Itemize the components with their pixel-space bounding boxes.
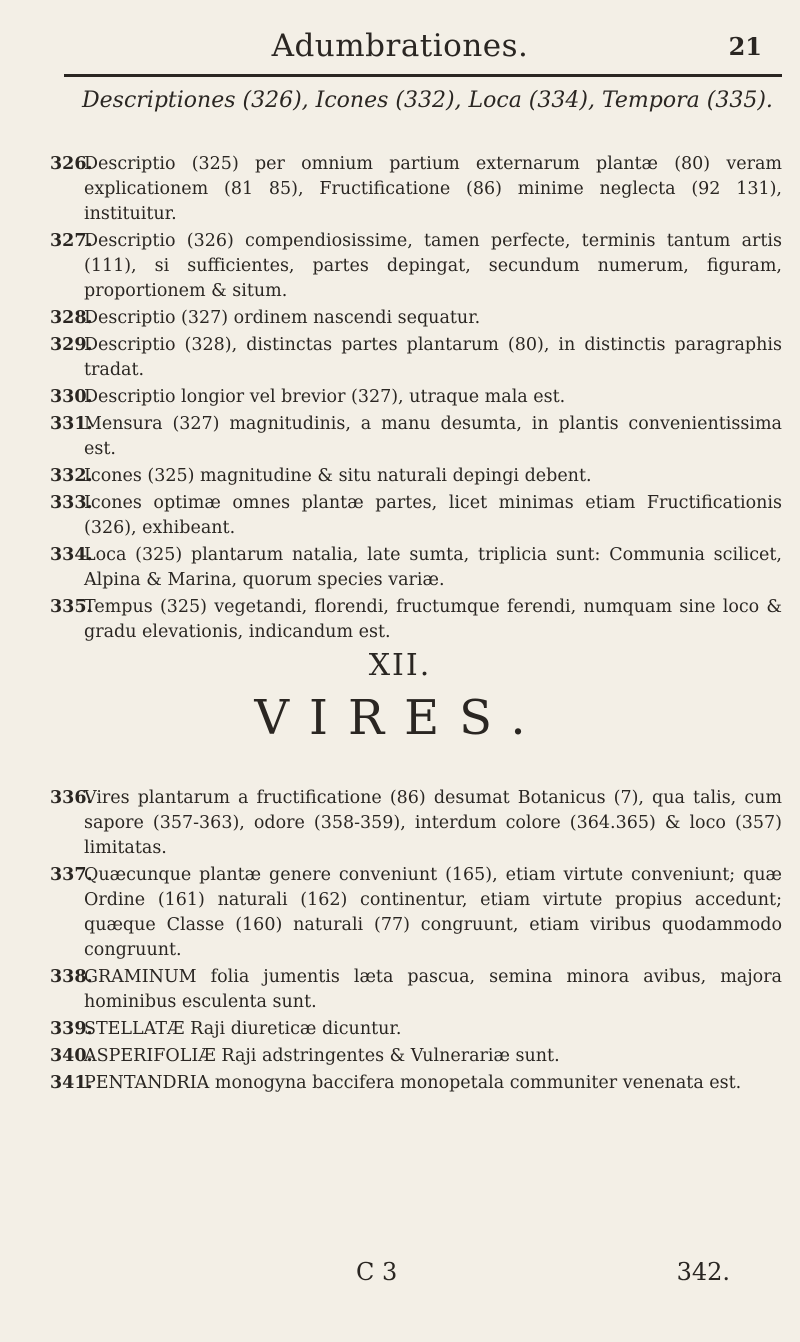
paragraph-number: 328. — [50, 308, 93, 328]
paragraph-list-descriptio — [50, 152, 782, 647]
paragraph-326 — [50, 152, 782, 227]
paragraph-number: 331. — [50, 414, 93, 434]
paragraph-text: Descriptio longior vel brevior (327), utraque mala est. — [84, 387, 566, 407]
catchword: 342. — [676, 1258, 730, 1286]
section-summary: Descriptiones (326), Icones (332), Loca (334), Tempora (335). — [82, 88, 773, 113]
paragraph-text: Descriptio (328), distinctas partes plantarum (80), in distinctis paragraphis tradat. — [84, 335, 782, 380]
paragraph-327 — [50, 229, 782, 304]
signature-mark: C 3 — [356, 1258, 398, 1286]
paragraph-337 — [50, 863, 782, 963]
paragraph-335 — [50, 595, 782, 645]
paragraph-number: 334. — [50, 545, 93, 565]
paragraph-number: 337. — [50, 865, 93, 885]
paragraph-number: 341. — [50, 1073, 93, 1093]
paragraph-text: Quæcunque plantæ genere conveniunt (165), etiam virtute conveniunt; quæ Ordine (161) naturali (162) continentur, etiam virtute propius accedunt; quæque Classe (160) naturali (77) congruunt, etiam viribus quodammodo congruunt. — [84, 865, 782, 960]
paragraph-text: Descriptio (325) per omnium partium externarum plantæ (80) veram explicationem (81 85), Fructificatione (86) minime neglecta (92 131), instituitur. — [84, 154, 782, 224]
paragraph-329 — [50, 333, 782, 383]
paragraph-333 — [50, 491, 782, 541]
paragraph-330 — [50, 385, 782, 410]
paragraph-number: 333. — [50, 493, 93, 513]
paragraph-338 — [50, 965, 782, 1015]
paragraph-text: Loca (325) plantarum natalia, late sumta, triplicia sunt: Communia scilicet, Alpina & Marina, quorum species variæ. — [84, 545, 782, 590]
paragraph-text: Descriptio (326) compendiosissime, tamen perfecte, terminis tantum artis (111), si sufficientes, partes depingat, secundum numerum, figuram, proportionem & situm. — [84, 231, 782, 301]
paragraph-number: 336. — [50, 788, 93, 808]
paragraph-number: 335. — [50, 597, 93, 617]
paragraph-328 — [50, 306, 782, 331]
running-head: Adumbrationes. — [271, 28, 529, 64]
paragraph-331 — [50, 412, 782, 462]
paragraph-number: 326. — [50, 154, 93, 174]
paragraph-text: Icones optimæ omnes plantæ partes, licet minimas etiam Fructificationis (326), exhibeant. — [84, 493, 782, 538]
section-number: XII. — [368, 648, 432, 683]
header-rule — [64, 74, 782, 77]
paragraph-text: STELLATÆ Raji diureticæ dicuntur. — [84, 1019, 402, 1039]
paragraph-number: 339. — [50, 1019, 93, 1039]
paragraph-339 — [50, 1017, 782, 1042]
paragraph-text: Tempus (325) vegetandi, florendi, fructumque ferendi, numquam sine loco & gradu elevationis, indicandum est. — [84, 597, 782, 642]
paragraph-336 — [50, 786, 782, 861]
paragraph-number: 332. — [50, 466, 93, 486]
paragraph-number: 338. — [50, 967, 93, 987]
section-title: VIRES. — [254, 690, 546, 746]
paragraph-text: Vires plantarum a fructificatione (86) desumat Botanicus (7), qua talis, cum sapore (357-363), odore (358-359), interdum colore (364.365) & loco (357) limitatas. — [84, 788, 782, 858]
paragraph-number: 327. — [50, 231, 93, 251]
paragraph-text: ASPERIFOLIÆ Raji adstringentes & Vulnerariæ sunt. — [84, 1046, 560, 1066]
paragraph-341 — [50, 1071, 782, 1096]
page-number: 21 — [728, 32, 762, 61]
paragraph-number: 329. — [50, 335, 93, 355]
paragraph-340 — [50, 1044, 782, 1069]
paragraph-number: 340. — [50, 1046, 93, 1066]
paragraph-334 — [50, 543, 782, 593]
paragraph-text: Mensura (327) magnitudinis, a manu desumta, in plantis convenientissima est. — [84, 414, 782, 459]
paragraph-332 — [50, 464, 782, 489]
paragraph-text: Descriptio (327) ordinem nascendi sequatur. — [84, 308, 481, 328]
paragraph-number: 330. — [50, 387, 93, 407]
paragraph-list-vires — [50, 786, 782, 1098]
paragraph-text: PENTANDRIA monogyna baccifera monopetala communiter venenata est. — [84, 1073, 742, 1093]
paragraph-text: GRAMINUM folia jumentis læta pascua, semina minora avibus, majora hominibus esculenta sunt. — [84, 967, 782, 1012]
paragraph-text: Icones (325) magnitudine & situ naturali depingi debent. — [84, 466, 592, 486]
